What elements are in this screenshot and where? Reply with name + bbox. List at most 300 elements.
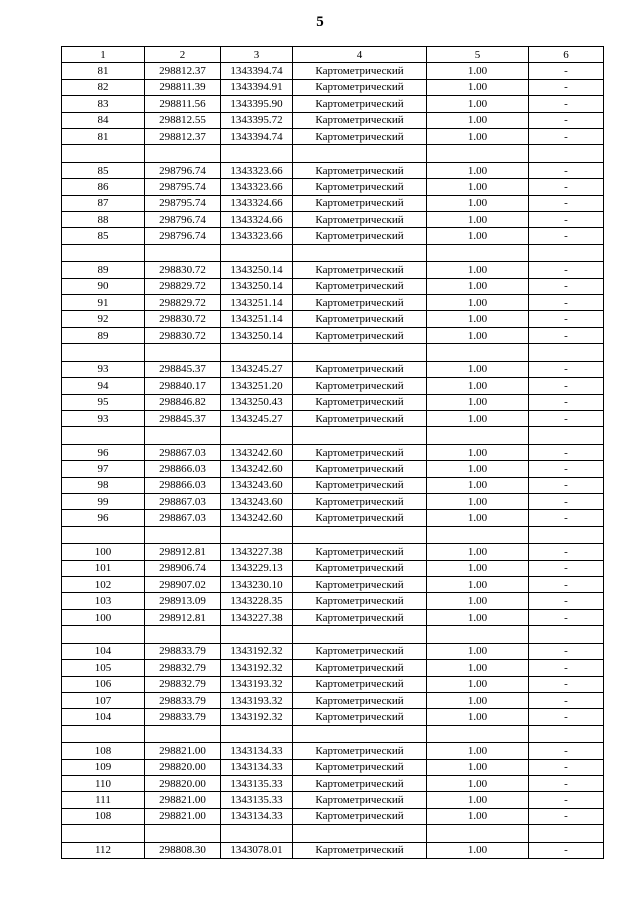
table-cell: 1.00 xyxy=(427,759,529,775)
empty-cell xyxy=(221,344,293,362)
table-cell: 93 xyxy=(62,410,145,426)
empty-cell xyxy=(529,626,604,644)
table-cell: 1.00 xyxy=(427,63,529,79)
group-separator-row xyxy=(62,825,604,843)
table-cell: 104 xyxy=(62,709,145,725)
table-cell: - xyxy=(529,660,604,676)
table-cell: 298796.74 xyxy=(145,212,221,228)
table-cell: 1343078.01 xyxy=(221,842,293,858)
empty-cell xyxy=(293,626,427,644)
table-cell: 1343192.32 xyxy=(221,709,293,725)
table-cell: 1343230.10 xyxy=(221,577,293,593)
empty-cell xyxy=(293,244,427,262)
empty-cell xyxy=(62,344,145,362)
table-row xyxy=(62,842,604,858)
empty-cell xyxy=(145,427,221,445)
table-row xyxy=(62,577,604,593)
table-cell: 298796.74 xyxy=(145,162,221,178)
table-cell: 298832.79 xyxy=(145,676,221,692)
empty-cell xyxy=(62,427,145,445)
table-cell: Картометрический xyxy=(293,709,427,725)
empty-cell xyxy=(427,427,529,445)
table-cell: 298867.03 xyxy=(145,444,221,460)
table-row xyxy=(62,792,604,808)
table-cell: 1.00 xyxy=(427,195,529,211)
table-cell: 1.00 xyxy=(427,128,529,144)
empty-cell xyxy=(62,526,145,544)
table-cell: - xyxy=(529,179,604,195)
table-row xyxy=(62,195,604,211)
empty-cell xyxy=(221,244,293,262)
table-cell: Картометрический xyxy=(293,593,427,609)
table-row xyxy=(62,544,604,560)
table-row xyxy=(62,128,604,144)
table-cell: 1.00 xyxy=(427,609,529,625)
empty-cell xyxy=(145,725,221,743)
table-cell: 298913.09 xyxy=(145,593,221,609)
group-separator-row xyxy=(62,145,604,163)
table-cell: 108 xyxy=(62,743,145,759)
table-cell: 1.00 xyxy=(427,792,529,808)
table-cell: 93 xyxy=(62,361,145,377)
table-cell: 1.00 xyxy=(427,444,529,460)
empty-cell xyxy=(145,145,221,163)
table-cell: Картометрический xyxy=(293,560,427,576)
table-row xyxy=(62,461,604,477)
group-separator-row xyxy=(62,244,604,262)
table-cell: 89 xyxy=(62,327,145,343)
table-cell: 298833.79 xyxy=(145,709,221,725)
table-cell: 298912.81 xyxy=(145,544,221,560)
table-cell: 1.00 xyxy=(427,477,529,493)
table-cell: Картометрический xyxy=(293,212,427,228)
table-cell: Картометрический xyxy=(293,759,427,775)
table-row xyxy=(62,692,604,708)
table-row xyxy=(62,759,604,775)
empty-cell xyxy=(427,725,529,743)
empty-cell xyxy=(427,526,529,544)
table-cell: 298867.03 xyxy=(145,493,221,509)
table-cell: - xyxy=(529,676,604,692)
table-cell: - xyxy=(529,643,604,659)
table-cell: 1343245.27 xyxy=(221,410,293,426)
table-cell: 1343394.74 xyxy=(221,63,293,79)
table-cell: 298821.00 xyxy=(145,743,221,759)
table-cell: - xyxy=(529,759,604,775)
table-cell: Картометрический xyxy=(293,660,427,676)
coordinates-table xyxy=(61,46,604,859)
table-cell: 110 xyxy=(62,775,145,791)
table-cell: 81 xyxy=(62,128,145,144)
table-cell: - xyxy=(529,577,604,593)
table-cell: 298867.03 xyxy=(145,510,221,526)
table-cell: 1343134.33 xyxy=(221,743,293,759)
table-cell: Картометрический xyxy=(293,461,427,477)
table-cell: Картометрический xyxy=(293,311,427,327)
table-cell: - xyxy=(529,593,604,609)
table-cell: 112 xyxy=(62,842,145,858)
table-cell: Картометрический xyxy=(293,775,427,791)
empty-cell xyxy=(293,526,427,544)
table-cell: 1343135.33 xyxy=(221,792,293,808)
table-cell: 1343250.14 xyxy=(221,327,293,343)
table-cell: 1343395.90 xyxy=(221,96,293,112)
table-row xyxy=(62,63,604,79)
table-cell: 1.00 xyxy=(427,179,529,195)
table-cell: 1.00 xyxy=(427,577,529,593)
table-cell: Картометрический xyxy=(293,676,427,692)
table-cell: Картометрический xyxy=(293,96,427,112)
table-cell: Картометрический xyxy=(293,808,427,824)
table-row xyxy=(62,378,604,394)
table-cell: 298830.72 xyxy=(145,327,221,343)
table-cell: - xyxy=(529,842,604,858)
table-cell: 102 xyxy=(62,577,145,593)
table-cell: 1343193.32 xyxy=(221,676,293,692)
column-header: 4 xyxy=(293,47,427,63)
table-cell: Картометрический xyxy=(293,162,427,178)
table-cell: 1343242.60 xyxy=(221,461,293,477)
table-cell: 298866.03 xyxy=(145,477,221,493)
table-cell: - xyxy=(529,378,604,394)
table-cell: 1.00 xyxy=(427,112,529,128)
table-row xyxy=(62,179,604,195)
table-cell: 103 xyxy=(62,593,145,609)
table-cell: 1343250.43 xyxy=(221,394,293,410)
table-row xyxy=(62,295,604,311)
table-row xyxy=(62,112,604,128)
empty-cell xyxy=(529,725,604,743)
table-cell: 1343394.91 xyxy=(221,79,293,95)
table-cell: 1343192.32 xyxy=(221,660,293,676)
table-cell: 96 xyxy=(62,444,145,460)
table-cell: 1.00 xyxy=(427,311,529,327)
table-cell: 100 xyxy=(62,544,145,560)
table-cell: 1.00 xyxy=(427,295,529,311)
table-row xyxy=(62,311,604,327)
table-cell: 298820.00 xyxy=(145,759,221,775)
empty-cell xyxy=(62,825,145,843)
table-cell: - xyxy=(529,278,604,294)
empty-cell xyxy=(221,825,293,843)
table-cell: 1343134.33 xyxy=(221,759,293,775)
table-row xyxy=(62,79,604,95)
table-cell: 298820.00 xyxy=(145,775,221,791)
table-row xyxy=(62,212,604,228)
column-header: 3 xyxy=(221,47,293,63)
table-cell: 298829.72 xyxy=(145,295,221,311)
empty-cell xyxy=(62,244,145,262)
table-row xyxy=(62,394,604,410)
table-cell: Картометрический xyxy=(293,577,427,593)
table-row xyxy=(62,775,604,791)
table-row xyxy=(62,444,604,460)
table-cell: 105 xyxy=(62,660,145,676)
column-header: 5 xyxy=(427,47,529,63)
table-cell: 298812.37 xyxy=(145,63,221,79)
table-cell: Картометрический xyxy=(293,295,427,311)
table-cell: - xyxy=(529,311,604,327)
empty-cell xyxy=(221,145,293,163)
table-cell: - xyxy=(529,609,604,625)
table-row xyxy=(62,410,604,426)
table-cell: - xyxy=(529,493,604,509)
table-cell: 92 xyxy=(62,311,145,327)
table-cell: 1.00 xyxy=(427,709,529,725)
empty-cell xyxy=(427,244,529,262)
empty-cell xyxy=(145,526,221,544)
table-cell: 1343242.60 xyxy=(221,510,293,526)
group-separator-row xyxy=(62,427,604,445)
table-cell: 1343243.60 xyxy=(221,493,293,509)
table-cell: 1343323.66 xyxy=(221,162,293,178)
table-cell: 1.00 xyxy=(427,410,529,426)
table-cell: Картометрический xyxy=(293,195,427,211)
table-cell: 298808.30 xyxy=(145,842,221,858)
table-cell: 1.00 xyxy=(427,660,529,676)
table-cell: 298821.00 xyxy=(145,792,221,808)
table-cell: 1343192.32 xyxy=(221,643,293,659)
table-cell: 107 xyxy=(62,692,145,708)
table-cell: - xyxy=(529,361,604,377)
table-row xyxy=(62,560,604,576)
table-cell: 1.00 xyxy=(427,808,529,824)
table-row xyxy=(62,643,604,659)
table-row xyxy=(62,676,604,692)
table-cell: 106 xyxy=(62,676,145,692)
table-cell: 1.00 xyxy=(427,743,529,759)
table-cell: 1343193.32 xyxy=(221,692,293,708)
empty-cell xyxy=(145,244,221,262)
table-cell: 1343251.14 xyxy=(221,295,293,311)
table-cell: 298840.17 xyxy=(145,378,221,394)
table-header-row xyxy=(62,47,604,63)
table-cell: 1.00 xyxy=(427,212,529,228)
table-cell: 1343250.14 xyxy=(221,278,293,294)
table-cell: 1343323.66 xyxy=(221,179,293,195)
table-cell: Картометрический xyxy=(293,228,427,244)
empty-cell xyxy=(427,626,529,644)
table-cell: - xyxy=(529,128,604,144)
table-cell: 1343250.14 xyxy=(221,262,293,278)
table-row xyxy=(62,327,604,343)
empty-cell xyxy=(221,427,293,445)
empty-cell xyxy=(529,526,604,544)
table-cell: Картометрический xyxy=(293,278,427,294)
table-cell: 1343324.66 xyxy=(221,195,293,211)
table-cell: 1343395.72 xyxy=(221,112,293,128)
table-cell: - xyxy=(529,228,604,244)
empty-cell xyxy=(293,145,427,163)
table-cell: 1.00 xyxy=(427,378,529,394)
table-cell: - xyxy=(529,79,604,95)
table-cell: - xyxy=(529,327,604,343)
table-row xyxy=(62,709,604,725)
table-cell: 1343228.35 xyxy=(221,593,293,609)
table-cell: 1343251.20 xyxy=(221,378,293,394)
table-cell: - xyxy=(529,63,604,79)
table-cell: 99 xyxy=(62,493,145,509)
table-cell: Картометрический xyxy=(293,112,427,128)
table-cell: 298912.81 xyxy=(145,609,221,625)
table-cell: 89 xyxy=(62,262,145,278)
empty-cell xyxy=(221,526,293,544)
empty-cell xyxy=(293,825,427,843)
table-cell: 298906.74 xyxy=(145,560,221,576)
table-cell: 1343229.13 xyxy=(221,560,293,576)
empty-cell xyxy=(145,825,221,843)
empty-cell xyxy=(427,344,529,362)
table-cell: 88 xyxy=(62,212,145,228)
table-cell: 91 xyxy=(62,295,145,311)
table-cell: 298811.56 xyxy=(145,96,221,112)
table-cell: 1.00 xyxy=(427,544,529,560)
table-cell: Картометрический xyxy=(293,128,427,144)
table-cell: - xyxy=(529,560,604,576)
table-cell: 1.00 xyxy=(427,162,529,178)
table-cell: Картометрический xyxy=(293,692,427,708)
table-cell: - xyxy=(529,162,604,178)
table-cell: Картометрический xyxy=(293,327,427,343)
table-row xyxy=(62,808,604,824)
empty-cell xyxy=(221,626,293,644)
table-cell: Картометрический xyxy=(293,410,427,426)
table-row xyxy=(62,510,604,526)
coordinates-table-body xyxy=(62,47,604,859)
table-cell: - xyxy=(529,477,604,493)
table-cell: 1.00 xyxy=(427,278,529,294)
table-row xyxy=(62,228,604,244)
table-cell: 298796.74 xyxy=(145,228,221,244)
table-cell: Картометрический xyxy=(293,361,427,377)
empty-cell xyxy=(529,244,604,262)
empty-cell xyxy=(62,725,145,743)
table-cell: - xyxy=(529,444,604,460)
table-cell: 298833.79 xyxy=(145,692,221,708)
table-cell: 1343135.33 xyxy=(221,775,293,791)
empty-cell xyxy=(529,344,604,362)
table-row xyxy=(62,609,604,625)
table-cell: Картометрический xyxy=(293,179,427,195)
table-cell: 96 xyxy=(62,510,145,526)
table-cell: 109 xyxy=(62,759,145,775)
table-cell: Картометрический xyxy=(293,394,427,410)
empty-cell xyxy=(293,427,427,445)
table-cell: - xyxy=(529,96,604,112)
table-cell: Картометрический xyxy=(293,79,427,95)
group-separator-row xyxy=(62,344,604,362)
table-row xyxy=(62,660,604,676)
table-cell: Картометрический xyxy=(293,63,427,79)
empty-cell xyxy=(221,725,293,743)
table-cell: 83 xyxy=(62,96,145,112)
table-row xyxy=(62,493,604,509)
table-cell: 1343251.14 xyxy=(221,311,293,327)
table-cell: - xyxy=(529,112,604,128)
table-cell: - xyxy=(529,792,604,808)
table-cell: 84 xyxy=(62,112,145,128)
table-cell: 1.00 xyxy=(427,96,529,112)
table-cell: 1.00 xyxy=(427,510,529,526)
empty-cell xyxy=(62,145,145,163)
table-cell: 86 xyxy=(62,179,145,195)
empty-cell xyxy=(293,725,427,743)
table-cell: Картометрический xyxy=(293,609,427,625)
group-separator-row xyxy=(62,626,604,644)
table-cell: 1343134.33 xyxy=(221,808,293,824)
table-row xyxy=(62,278,604,294)
table-row xyxy=(62,361,604,377)
empty-cell xyxy=(145,344,221,362)
empty-cell xyxy=(529,825,604,843)
table-cell: 298795.74 xyxy=(145,195,221,211)
table-cell: 100 xyxy=(62,609,145,625)
empty-cell xyxy=(529,145,604,163)
table-cell: 298907.02 xyxy=(145,577,221,593)
table-cell: - xyxy=(529,461,604,477)
table-cell: 298829.72 xyxy=(145,278,221,294)
table-cell: 298812.37 xyxy=(145,128,221,144)
table-row xyxy=(62,477,604,493)
table-cell: - xyxy=(529,544,604,560)
table-cell: 1343243.60 xyxy=(221,477,293,493)
table-cell: - xyxy=(529,195,604,211)
table-cell: 298866.03 xyxy=(145,461,221,477)
table-cell: 85 xyxy=(62,228,145,244)
table-cell: 1.00 xyxy=(427,361,529,377)
table-cell: 1343323.66 xyxy=(221,228,293,244)
table-cell: Картометрический xyxy=(293,510,427,526)
table-cell: 1.00 xyxy=(427,228,529,244)
table-cell: 82 xyxy=(62,79,145,95)
table-cell: - xyxy=(529,212,604,228)
table-cell: - xyxy=(529,808,604,824)
table-cell: 1.00 xyxy=(427,593,529,609)
table-cell: Картометрический xyxy=(293,444,427,460)
table-cell: 1.00 xyxy=(427,560,529,576)
table-cell: - xyxy=(529,692,604,708)
empty-cell xyxy=(145,626,221,644)
empty-cell xyxy=(62,626,145,644)
table-cell: - xyxy=(529,295,604,311)
table-cell: 298811.39 xyxy=(145,79,221,95)
table-cell: 98 xyxy=(62,477,145,493)
table-cell: Картометрический xyxy=(293,477,427,493)
table-cell: 298832.79 xyxy=(145,660,221,676)
table-cell: 104 xyxy=(62,643,145,659)
table-cell: Картометрический xyxy=(293,493,427,509)
table-cell: Картометрический xyxy=(293,792,427,808)
empty-cell xyxy=(529,427,604,445)
table-cell: - xyxy=(529,709,604,725)
table-cell: 1343324.66 xyxy=(221,212,293,228)
table-cell: 298830.72 xyxy=(145,311,221,327)
table-cell: 1.00 xyxy=(427,842,529,858)
table-cell: 85 xyxy=(62,162,145,178)
table-cell: 1.00 xyxy=(427,692,529,708)
table-cell: Картометрический xyxy=(293,842,427,858)
table-cell: 1343227.38 xyxy=(221,544,293,560)
table-cell: 87 xyxy=(62,195,145,211)
table-row xyxy=(62,593,604,609)
table-cell: 298846.82 xyxy=(145,394,221,410)
table-cell: 298830.72 xyxy=(145,262,221,278)
table-cell: 1.00 xyxy=(427,676,529,692)
table-cell: - xyxy=(529,394,604,410)
table-cell: 1343227.38 xyxy=(221,609,293,625)
table-cell: 1.00 xyxy=(427,394,529,410)
empty-cell xyxy=(427,825,529,843)
